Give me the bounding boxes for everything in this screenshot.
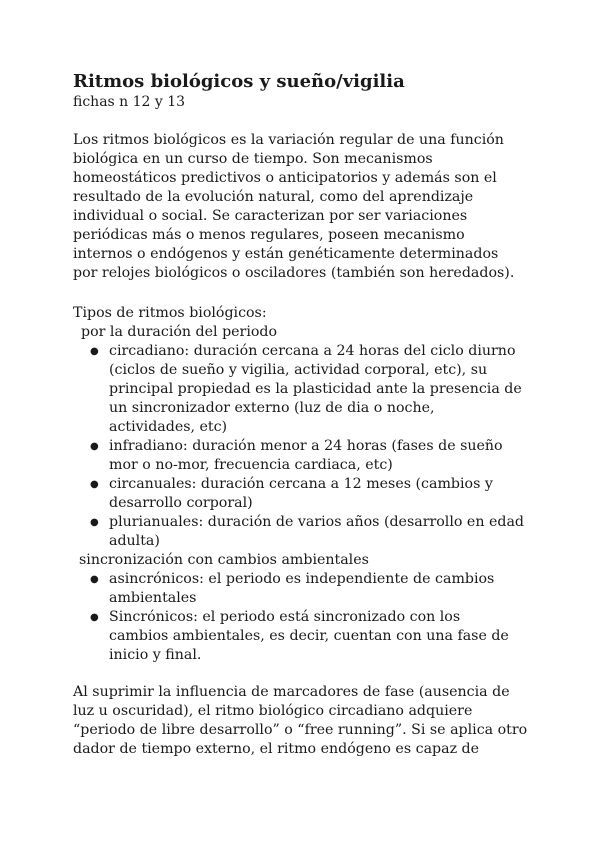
- closing-paragraph-line: dador de tiempo externo, el ritmo endógeno es capaz de: [73, 741, 480, 757]
- duration-list-item-line: infradiano: duración menor a 24 horas (fases de sueño: [109, 438, 503, 454]
- intro-paragraph-line: resultado de la evolución natural, como del aprendizaje: [73, 189, 474, 205]
- intro-paragraph-line: individual o social. Se caracterizan por ser variaciones: [73, 208, 468, 224]
- duration-list-item-line: adulta): [109, 533, 160, 549]
- duration-list-item-line: circadiano: duración cercana a 24 horas del ciclo diurno: [109, 343, 516, 359]
- closing-paragraph-line: “periodo de libre desarrollo” o “free running”. Si se aplica otro: [73, 722, 528, 738]
- bullet-icon: ●: [90, 346, 99, 357]
- duration-list-item-line: un sincronizador externo (luz de dia o noche,: [109, 400, 435, 416]
- bullet-icon: ●: [90, 574, 99, 585]
- intro-paragraph-line: Los ritmos biológicos es la variación regular de una función: [73, 132, 504, 148]
- duration-list-item-line: actividades, etc): [109, 419, 228, 435]
- closing-paragraph-line: Al suprimir la influencia de marcadores de fase (ausencia de: [73, 684, 510, 700]
- duration-list-item-line: (ciclos de sueño y vigilia, actividad corporal, etc), su: [109, 362, 488, 378]
- bullet-icon: ●: [90, 441, 99, 452]
- sync-list-item-line: cambios ambientales, es decir, cuentan con una fase de: [109, 628, 509, 644]
- types-heading: Tipos de ritmos biológicos:: [73, 305, 267, 321]
- bullet-icon: ●: [90, 517, 99, 528]
- intro-paragraph-line: biológica en un curso de tiempo. Son mecanismos: [73, 151, 433, 167]
- duration-list-item-line: principal propiedad es la plasticidad ante la presencia de: [109, 381, 522, 397]
- intro-paragraph-line: internos o endógenos y están genéticamente determinados: [73, 246, 499, 262]
- page-subtitle: fichas n 12 y 13: [73, 94, 186, 110]
- sync-list-item-line: ambientales: [109, 590, 197, 606]
- bullet-icon: ●: [90, 479, 99, 490]
- sync-list-item-line: inicio y final.: [109, 647, 202, 663]
- closing-paragraph-line: luz u oscuridad), el ritmo biológico circadiano adquiere: [73, 703, 473, 719]
- duration-list-item-line: plurianuales: duración de varios años (desarrollo en edad: [109, 514, 524, 530]
- bullet-icon: ●: [90, 612, 99, 623]
- sync-list-item-line: Sincrónicos: el periodo está sincronizado con los: [109, 609, 461, 625]
- sync-subheading: sincronización con cambios ambientales: [79, 552, 369, 568]
- duration-list-item-line: circanuales: duración cercana a 12 meses (cambios y: [109, 476, 493, 492]
- duration-list-item-line: mor o no-mor, frecuencia cardiaca, etc): [109, 457, 393, 473]
- intro-paragraph-line: homeostáticos predictivos o anticipatorios y además son el: [73, 170, 497, 186]
- duration-subheading: por la duración del periodo: [81, 324, 278, 340]
- intro-paragraph-line: por relojes biológicos o osciladores (también son heredados).: [73, 265, 515, 281]
- duration-list-item-line: desarrollo corporal): [109, 495, 253, 511]
- page-title: Ritmos biológicos y sueño/vigilia: [73, 71, 405, 92]
- intro-paragraph-line: periódicas más o menos regulares, poseen mecanismo: [73, 227, 465, 243]
- sync-list-item-line: asincrónicos: el periodo es independiente de cambios: [109, 571, 495, 587]
